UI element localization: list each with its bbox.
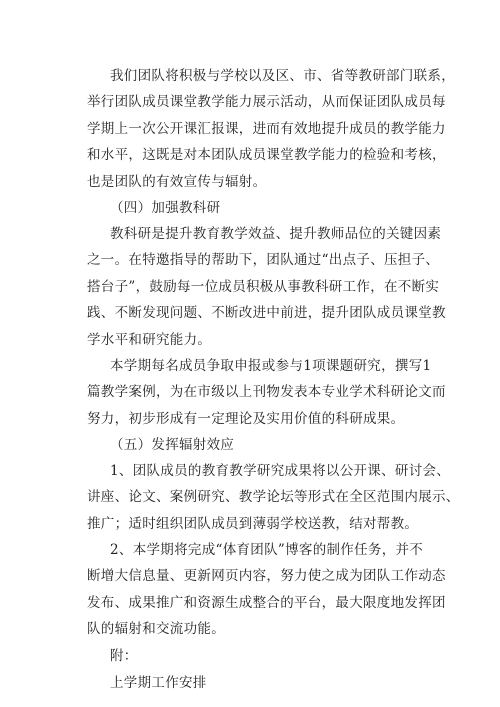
- paragraph-semester-goals: [87, 353, 446, 432]
- paragraph-team-contact: [87, 63, 455, 195]
- text-line: 学水平和研究能力。: [87, 331, 212, 348]
- text-line: 之一。在特邀指导的帮助下，团队通过“出点子、压担子、: [87, 252, 440, 269]
- text-line: 践、不断发现问题、不断改进中前进，提升团队成员课堂教: [87, 305, 446, 322]
- text-line: 上学期工作安排: [110, 675, 207, 691]
- text-line: 附：: [110, 648, 138, 664]
- text-line: 发布、成果推广和资源生成整合的平台，最大限度地发挥团: [87, 594, 446, 611]
- paragraph-outreach-1: [87, 458, 460, 537]
- section-heading-5: [87, 432, 417, 458]
- text-line: 举行团队成员课堂教学能力展示活动，从而保证团队成员每: [87, 94, 446, 111]
- heading-text: （五）发挥辐射效应: [110, 437, 235, 453]
- text-line: 本学期每名成员争取申报或参与1项课题研究，撰写1: [110, 358, 432, 374]
- text-line: 队的辐射和交流功能。: [87, 621, 225, 638]
- text-line: 推广；适时组织团队成员到薄弱学校送教，结对帮教。: [87, 515, 419, 532]
- heading-text: （四）加强教科研: [110, 200, 221, 216]
- section-heading-4: [87, 195, 417, 221]
- text-line: 也是团队的有效宣传与辐射。: [87, 173, 267, 190]
- text-line: 2、本学期将完成“体育团队”博客的制作任务，并不: [110, 542, 424, 558]
- text-line: 搭台子”，鼓励每一位成员积极从事教科研工作，在不断实: [87, 278, 440, 295]
- text-line: 努力，初步形成有一定理论及实用价值的科研成果。: [87, 410, 405, 427]
- text-line: 1、团队成员的教育教学研究成果将以公开课、研讨会、: [110, 463, 451, 479]
- appendix-label: [87, 643, 417, 669]
- text-line: 讲座、论文、案例研究、教学论坛等形式在全区范围内展示、: [87, 489, 460, 506]
- text-line: 教科研是提升教育教学效益、提升教师品位的关键因素: [110, 226, 442, 242]
- appendix-title: [87, 670, 417, 696]
- text-line: 我们团队将积极与学校以及区、市、省等教研部门联系，: [110, 68, 455, 84]
- paragraph-research: [87, 221, 446, 353]
- text-line: 和水平，这既是对本团队成员课堂教学能力的检验和考核，: [87, 147, 446, 164]
- text-line: 学期上一次公开课汇报课，进而有效地提升成员的教学能力: [87, 120, 446, 137]
- text-line: 断增大信息量、更新网页内容，努力使之成为团队工作动态: [87, 568, 446, 585]
- text-line: 篇教学案例，为在市级以上刊物发表本专业学术科研论文而: [87, 384, 446, 401]
- paragraph-outreach-2: [87, 537, 446, 643]
